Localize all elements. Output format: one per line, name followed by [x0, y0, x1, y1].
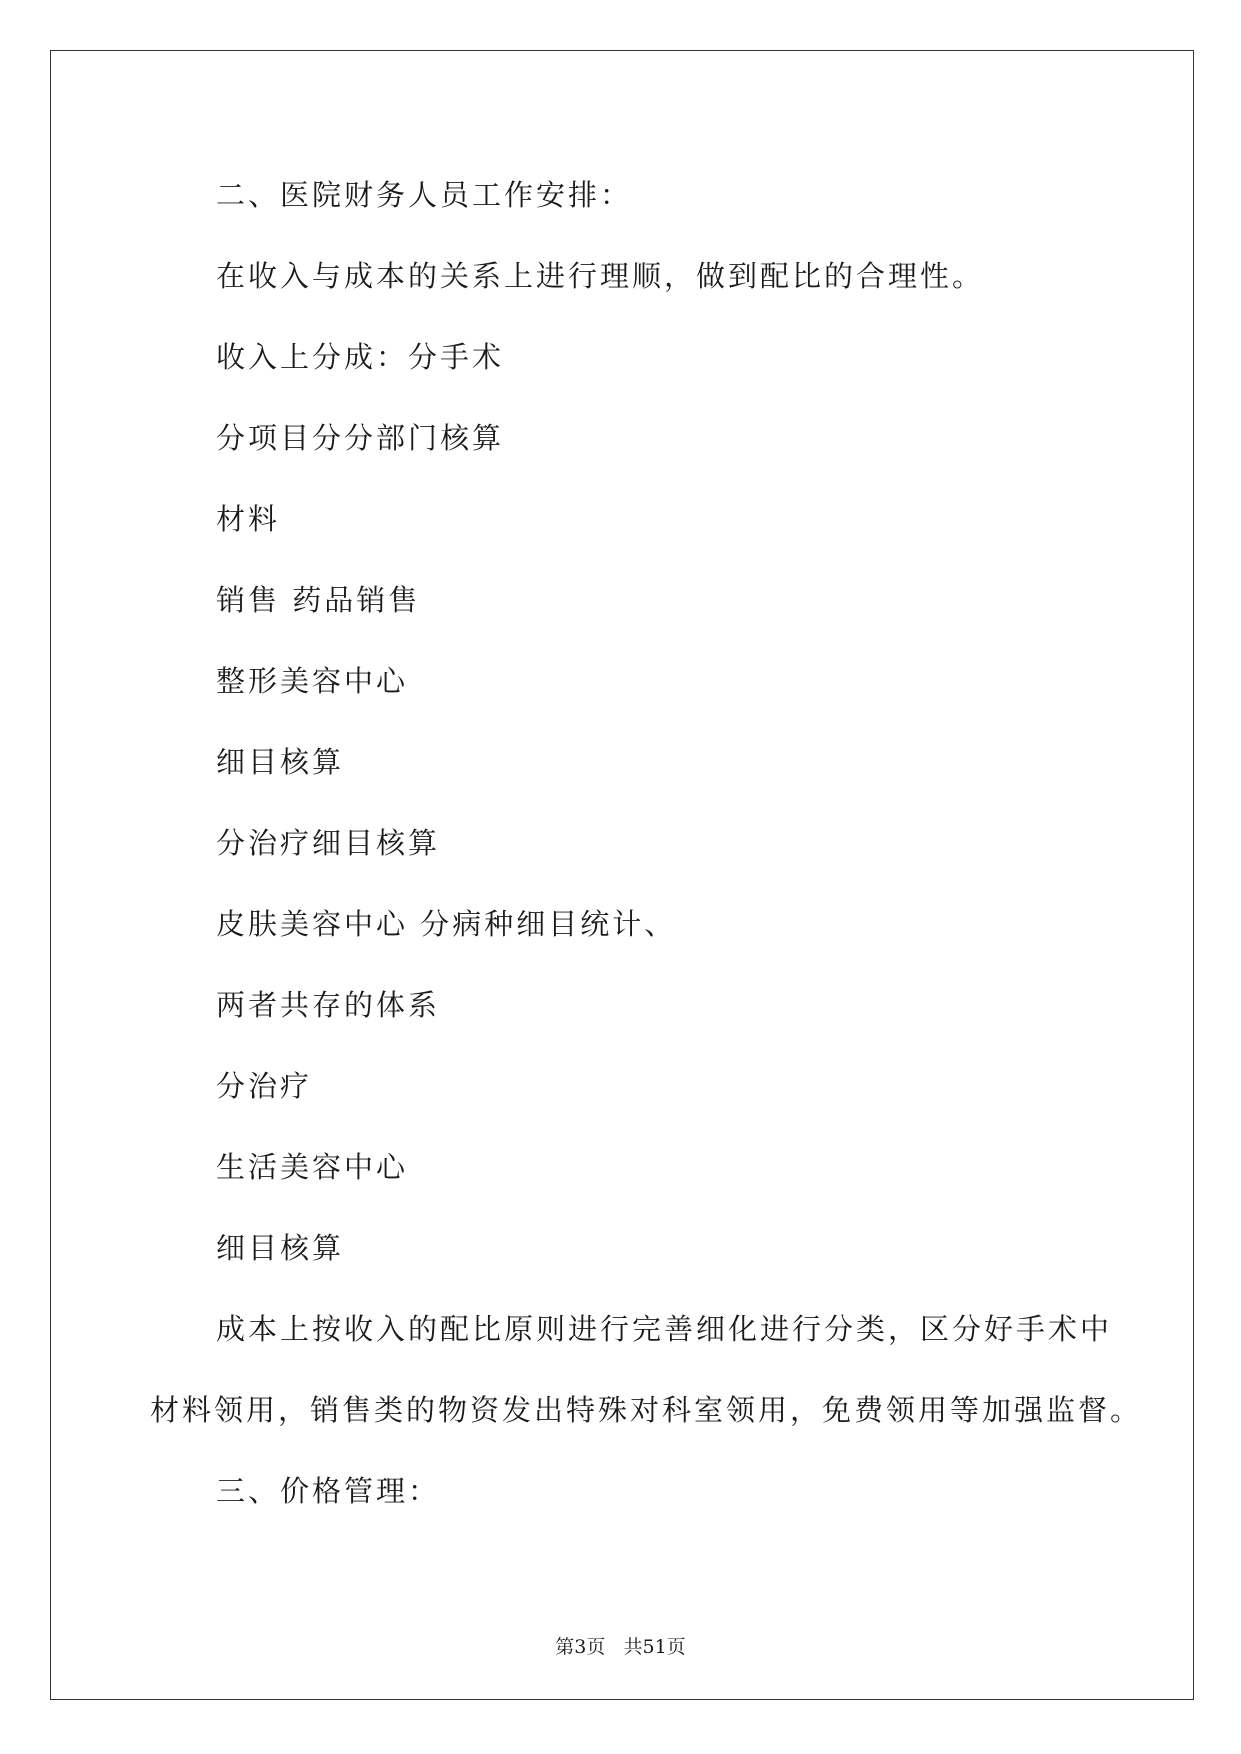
section-heading-price-management: 三、价格管理：	[216, 1474, 441, 1508]
paragraph-line: 整形美容中心	[216, 664, 409, 698]
paragraph-line: 细目核算	[216, 1231, 345, 1265]
page-number-footer: 第3页 共51页	[555, 1636, 686, 1658]
page-border	[50, 50, 1194, 1700]
paragraph-line: 生活美容中心	[216, 1150, 409, 1184]
paragraph-line: 销售 药品销售	[216, 583, 421, 617]
paragraph-line: 分治疗	[216, 1069, 313, 1103]
paragraph-line: 材料	[216, 502, 281, 536]
paragraph-line: 在收入与成本的关系上进行理顺，做到配比的合理性。	[216, 259, 985, 293]
paragraph-line: 两者共存的体系	[216, 988, 441, 1022]
paragraph-line: 成本上按收入的配比原则进行完善细化进行分类，区分好手术中	[216, 1312, 1113, 1346]
section-heading-finance-staff: 二、医院财务人员工作安排：	[216, 178, 633, 212]
paragraph-line: 收入上分成：分手术	[216, 340, 505, 374]
paragraph-line: 分项目分分部门核算	[216, 421, 505, 455]
paragraph-line: 分治疗细目核算	[216, 826, 441, 860]
paragraph-line: 细目核算	[216, 745, 345, 779]
paragraph-line-continued: 材料领用，销售类的物资发出特殊对科室领用，免费领用等加强监督。	[150, 1393, 1143, 1427]
paragraph-line: 皮肤美容中心 分病种细目统计、	[216, 907, 677, 941]
